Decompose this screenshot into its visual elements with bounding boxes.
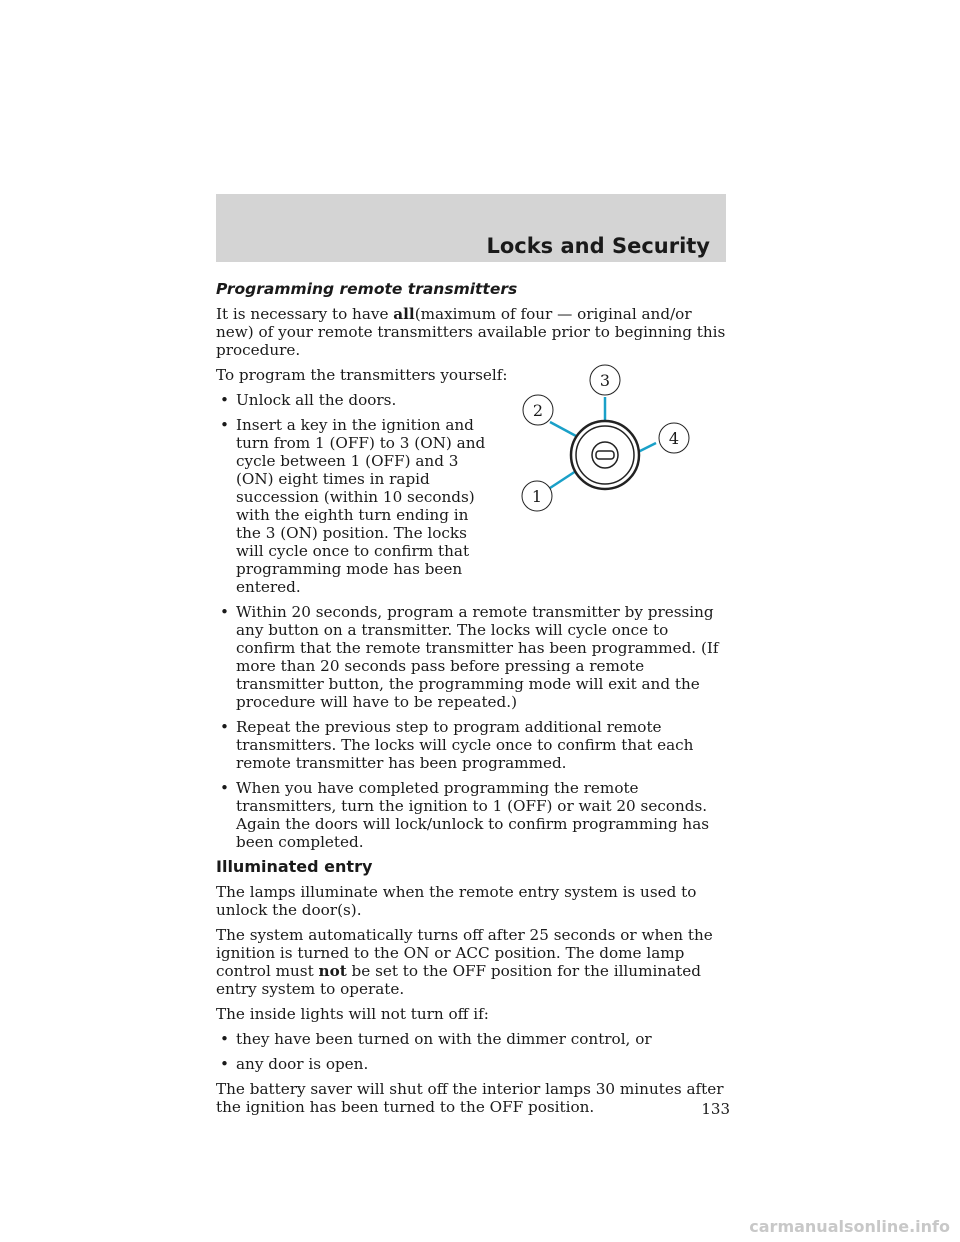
illuminated-para-2: [216, 926, 728, 998]
illuminated-para-3: The inside lights will not turn off if:: [216, 1005, 489, 1023]
lights-conditions: [216, 1030, 728, 1073]
programming-heading: Programming remote transmitters: [216, 280, 518, 298]
condition-item: • any door is open.: [216, 1055, 728, 1073]
para2-emphasis: not: [318, 962, 347, 980]
para2-text: The system automatically turns off after 25 seconds or when the ignition is turned to the ON or ACC position. The dome lamp control must: [216, 926, 713, 980]
step-item: • Insert a key in the ignition and turn from 1 (OFF) to 3 (ON) and cycle between 1 (OFF) and 3 (ON) eight times in rapid succession (within 10 seconds) with the eighth turn ending in the 3 (ON) position. The locks will cycle once to confirm that programming mode has been entered.: [216, 416, 486, 596]
step-item: • Unlock all the doors.: [216, 391, 486, 409]
page-number: 133: [701, 1100, 730, 1118]
para2-text-rest: be set to the OFF position for the illuminated entry system to operate.: [216, 962, 701, 998]
illuminated-entry-heading: Illuminated entry: [216, 857, 373, 876]
section-title: Locks and Security: [486, 234, 710, 258]
step-item: • Repeat the previous step to program additional remote transmitters. The locks will cycle once to confirm that each remote transmitter has been programmed.: [216, 718, 728, 772]
condition-item: • they have been turned on with the dimmer control, or: [216, 1030, 728, 1048]
position-2-line: [550, 422, 576, 436]
intro-text-rest: (maximum of four — original and/or new) of your remote transmitters available prior to beginning this procedure.: [216, 305, 726, 359]
label-3: 3: [599, 371, 611, 390]
position-1-line: [550, 471, 576, 488]
illuminated-para-1: The lamps illuminate when the remote entry system is used to unlock the door(s).: [216, 883, 697, 919]
label-2: 2: [532, 401, 544, 420]
programming-intro: [216, 305, 728, 359]
label-4: 4: [668, 429, 680, 448]
step-item: • Within 20 seconds, program a remote transmitter by pressing any button on a transmitter. The locks will cycle once to confirm that the remote transmitter has been programmed. (If more than 20 seconds pass before pressing a remote transmitter button, the programming mode will exit and the procedure will have to be repeated.): [216, 603, 728, 711]
step-item: • When you have completed programming the remote transmitters, turn the ignition to 1 (OFF) or wait 20 seconds. Again the doors will lock/unlock to confirm programming has been completed.: [216, 779, 728, 851]
watermark: carmanualsonline.info: [749, 1217, 950, 1236]
ignition-position-diagram: [510, 360, 710, 520]
label-1: 1: [531, 487, 543, 506]
illuminated-para-4: The battery saver will shut off the interior lamps 30 minutes after the ignition has been turned to the OFF position.: [216, 1080, 724, 1116]
section-header-band: [216, 194, 726, 262]
key-slot-icon: [596, 451, 614, 459]
intro-emphasis: all: [393, 305, 415, 323]
intro-text: It is necessary to have: [216, 305, 389, 323]
programming-lead: To program the transmitters yourself:: [216, 366, 508, 384]
